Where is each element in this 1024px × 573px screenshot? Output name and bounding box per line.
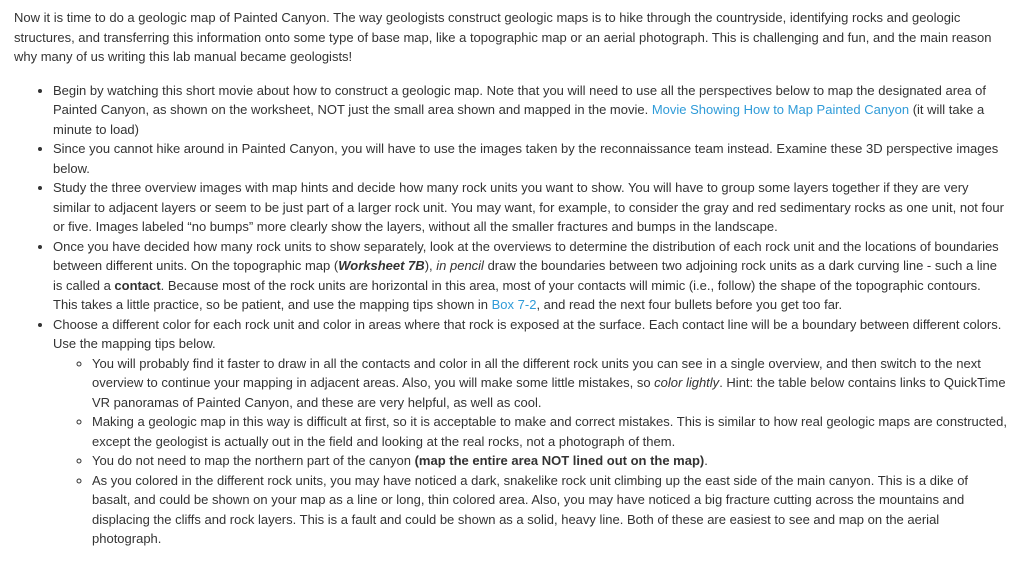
contacts-text-part: draw the boundaries between two adjoining rock units as a dark curving line - such a line is called a [53, 258, 998, 293]
instruction-list [14, 81, 1008, 549]
color-units-text: Choose a different color for each rock unit and color in areas where that rock is exposed at the surface. Each contact line will be a boundary between different colors. Use the mapping tips below. [53, 316, 1002, 351]
intro-paragraph: Now it is time to do a geologic map of Painted Canyon. The way geologists construct geologic maps is to hike through the countryside, identifying rocks and geologic structures, and transferring this information onto some type of base map, like a topographic map or an aerial photograph. This is challenging and fun, and the main reason why many of us writing this lab manual became geologists! [14, 10, 992, 64]
tip-text: Making a geologic map in this way is difficult at first, so it is acceptable to make and correct mistakes. This is similar to how real geologic maps are constructed, except the geologist is actually out in the field and looking at the real rocks, not a photograph of them. [92, 414, 1007, 449]
tip-text: As you colored in the different rock units, you may have noticed a dark, snakelike rock unit climbing up the east side of the main canyon. This is a dike of basalt, and could be shown on your map as a line or long, thin colored area. Also, you may have noticed a big fracture cutting across the mountains and displacing the cliffs and rock layers. This is a fault and could be shown as a solid, heavy line. Both of these are easiest to see and map on the aerial photograph. [92, 472, 969, 546]
tip-item-draw-all [92, 354, 1008, 413]
movie-link[interactable]: Movie Showing How to Map Painted Canyon [651, 102, 910, 117]
worksheet-label: Worksheet 7B [338, 258, 425, 273]
contacts-text-part: Once you have decided how many rock units to show separately, look at the overviews to determine the distribution of each rock unit and the locations of boundaries between different units. On the topographic map ( [53, 238, 999, 273]
list-item-perspective-images [53, 139, 1008, 178]
tip-text-part: . [704, 453, 708, 468]
tip-item-mistakes [92, 412, 1008, 451]
map-area-emphasis: (map the entire area NOT lined out on the map) [414, 453, 705, 468]
mapping-tips-list [53, 354, 1008, 549]
list-item-color-units [53, 315, 1008, 549]
tip-item-dike-fault [92, 471, 1008, 549]
movie-load-note: (it will take a minute to load) [53, 102, 985, 137]
in-pencil-emphasis: in pencil [436, 258, 484, 273]
list-item-overview-images [53, 178, 1008, 237]
tip-text-part: . Hint: the table below contains links to QuickTime VR panoramas of Painted Canyon, and these are very helpful, as well as cool. [92, 375, 1006, 410]
movie-instruction-text: Begin by watching this short movie about how to construct a geologic map. Note that you will need to use all the perspectives below to map the designated area of Painted Canyon, as shown on the worksheet, NOT just the small area shown and mapped in the movie. [53, 82, 986, 117]
overview-instruction-text: Study the three overview images with map hints and decide how many rock units you want to show. You will have to group some layers together if they are very similar to adjacent layers or seem to be just part of a larger rock unit. You may want, for example, to consider the gray and red sedimentary rocks as one unit, not four or five. Images labeled “no bumps” more clearly show the layers, without all the smaller fractures and bumps in the landscape. [53, 180, 1004, 234]
tip-item-northern-part [92, 451, 1008, 471]
list-item-draw-contacts [53, 237, 1008, 315]
list-item-watch-movie [53, 81, 1008, 140]
contacts-text-part: , and read the next four bullets before you get too far. [536, 297, 843, 312]
contacts-text-part: ), [424, 258, 437, 273]
contacts-text-part: . Because most of the rock units are horizontal in this area, most of your contacts will mimic (i.e., follow) the shape of the topographic contours. This takes a little practice, so be patient, and use the mapping tips shown in [53, 277, 981, 312]
tip-text-part: You do not need to map the northern part of the canyon [92, 453, 415, 468]
perspective-instruction-text: Since you cannot hike around in Painted Canyon, you will have to use the images taken by the reconnaissance team instead. Examine these 3D perspective images below. [53, 141, 999, 176]
contact-term: contact [114, 277, 161, 293]
color-lightly-emphasis: color lightly [654, 375, 720, 390]
box-7-2-link[interactable]: Box 7-2 [491, 297, 537, 312]
tip-text-part: You will probably find it faster to draw in all the contacts and color in all the different rock units you can see in a single overview, and then switch to the next overview to continue your mapping in adjacent areas. Also, you will make some little mistakes, so [92, 355, 981, 390]
